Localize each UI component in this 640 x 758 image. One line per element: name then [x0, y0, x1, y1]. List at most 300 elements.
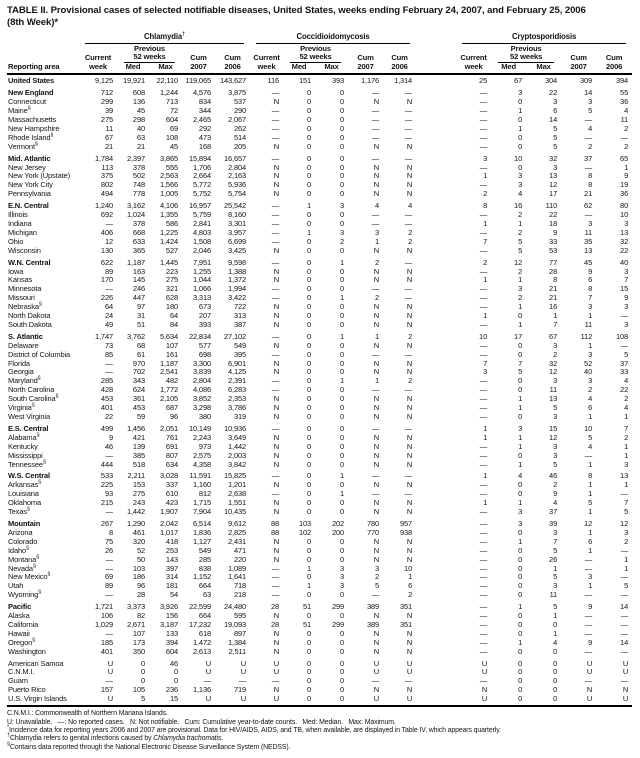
value-cell: 0: [307, 319, 312, 329]
value-cell: 1,160: [192, 480, 211, 490]
value-cell: 0: [340, 628, 345, 638]
value-cell: 11,591: [189, 471, 211, 481]
value-cell: 8: [108, 527, 113, 537]
value-cell: 3,373: [126, 602, 145, 612]
value-cell: 502: [132, 171, 145, 181]
value-cell: 4: [588, 394, 593, 404]
value-cell: 780: [366, 518, 380, 528]
value-cell: U: [586, 694, 593, 704]
value-cell: 5: [518, 236, 523, 246]
value-cell: 2,163: [228, 171, 247, 181]
value-cell: —: [271, 385, 280, 395]
value-cell: 1,017: [159, 527, 178, 537]
col-header-max: Max: [315, 63, 348, 75]
value-cell: 482: [165, 376, 178, 386]
col-header-cum: Cum: [605, 53, 623, 63]
value-cell: 3: [340, 201, 345, 211]
col-header-2006: 2006: [383, 63, 416, 75]
value-cell: 1,255: [192, 266, 211, 276]
value-cell: 3: [375, 563, 380, 573]
value-cell: 3: [553, 97, 558, 107]
value-cell: 394: [616, 76, 629, 86]
value-cell: 0: [307, 637, 312, 647]
value-cell: N: [373, 266, 380, 276]
reporting-area-cell: New York City: [8, 180, 53, 190]
reporting-area-cell: New Mexico§: [8, 571, 51, 582]
value-cell: —: [404, 88, 413, 98]
value-cell: —: [271, 218, 280, 228]
reporting-area-cell: Kansas: [8, 275, 33, 285]
value-cell: 3: [518, 507, 523, 517]
value-cell: 28: [136, 590, 145, 600]
value-cell: 15: [169, 694, 178, 704]
value-cell: 0: [340, 646, 345, 656]
value-cell: 5,936: [228, 180, 247, 190]
value-cell: N: [273, 611, 280, 621]
value-cell: N: [273, 628, 280, 638]
value-cell: —: [271, 132, 280, 142]
value-cell: N: [273, 432, 280, 442]
reporting-area-cell: Guam: [8, 676, 28, 686]
value-cell: 378: [132, 218, 145, 228]
value-cell: 6,699: [228, 236, 247, 246]
value-cell: 351: [400, 619, 413, 629]
reporting-area-cell: Wisconsin: [8, 245, 41, 255]
value-cell: 168: [198, 141, 211, 151]
reporting-area-cell: Alaska: [8, 611, 30, 621]
reporting-area-cell: Virginia§: [8, 402, 35, 413]
value-cell: 0: [307, 676, 312, 686]
value-cell: —: [404, 153, 413, 163]
value-cell: —: [584, 590, 593, 600]
value-cell: 2,575: [192, 450, 211, 460]
value-cell: 0: [553, 685, 558, 695]
header-spacer: [561, 44, 596, 54]
section-footnote-mark: §: [36, 432, 40, 439]
value-cell: 28: [271, 619, 280, 629]
value-cell: 444: [100, 459, 113, 469]
table-row: [7, 360, 632, 369]
value-cell: 361: [132, 394, 145, 404]
value-cell: N: [406, 554, 413, 564]
value-cell: 1,240: [94, 201, 113, 211]
value-cell: 2: [518, 266, 523, 276]
value-cell: 22,599: [188, 602, 211, 612]
value-cell: 3: [340, 227, 345, 237]
value-cell: 337: [165, 480, 178, 490]
value-cell: —: [271, 581, 280, 591]
value-cell: U: [622, 694, 629, 704]
value-cell: 3,300: [192, 358, 211, 368]
value-cell: 1: [588, 311, 593, 321]
value-cell: N: [406, 450, 413, 460]
value-cell: N: [373, 646, 380, 656]
footnote-nedss: §Contains data reported through the National Electronic Disease Surveillance System (NEDSS).: [7, 741, 291, 751]
value-cell: N: [273, 536, 280, 546]
value-cell: 1,244: [159, 88, 178, 98]
value-cell: 4,086: [192, 385, 211, 395]
value-cell: N: [406, 545, 413, 555]
reporting-area-cell: Indiana: [8, 218, 32, 228]
value-cell: —: [620, 590, 629, 600]
value-cell: 275: [100, 115, 113, 124]
value-cell: 3,028: [159, 471, 178, 481]
value-cell: 0: [518, 97, 523, 107]
value-cell: 285: [198, 554, 211, 564]
value-cell: 1,566: [159, 180, 178, 190]
reporting-area-cell: Pacific: [8, 602, 32, 612]
value-cell: N: [273, 394, 280, 404]
value-cell: 0: [307, 257, 312, 267]
reporting-area-cell: Michigan: [8, 227, 37, 237]
value-cell: —: [105, 358, 113, 368]
value-cell: N: [273, 367, 280, 377]
value-cell: 18: [549, 218, 558, 228]
value-cell: 389: [366, 602, 380, 612]
value-cell: 6: [553, 106, 558, 116]
value-cell: 40: [584, 367, 593, 377]
value-cell: —: [479, 412, 488, 421]
value-cell: 0: [340, 340, 345, 350]
value-cell: 1,456: [126, 423, 145, 433]
value-cell: 0: [518, 563, 523, 573]
value-cell: N: [406, 394, 413, 404]
value-cell: 0: [307, 412, 312, 421]
value-cell: 6,283: [228, 385, 247, 395]
value-cell: 10,149: [188, 423, 211, 433]
value-cell: 292: [198, 123, 211, 133]
value-cell: —: [479, 293, 488, 303]
col-header-week: week: [250, 63, 283, 75]
value-cell: 1,005: [159, 189, 178, 199]
value-cell: 19: [620, 180, 629, 190]
value-cell: 9,598: [228, 257, 247, 267]
value-cell: 1,772: [159, 385, 178, 395]
value-cell: —: [404, 385, 413, 395]
value-cell: N: [406, 171, 413, 181]
value-cell: 2: [483, 257, 488, 267]
value-cell: —: [479, 619, 488, 629]
value-cell: 1: [340, 293, 345, 303]
value-cell: 37: [620, 358, 629, 368]
value-cell: 1,176: [361, 76, 380, 86]
value-cell: 610: [165, 489, 178, 499]
value-cell: —: [371, 676, 380, 686]
value-cell: 1,314: [394, 76, 413, 86]
reporting-area-cell: E.S. Central: [8, 423, 49, 433]
value-cell: 11: [549, 590, 558, 600]
value-cell: 0: [340, 349, 345, 359]
table-row: [7, 152, 632, 164]
value-cell: 1: [375, 236, 380, 246]
value-cell: 5: [588, 498, 593, 508]
value-cell: 549: [233, 340, 247, 350]
value-cell: 0: [518, 450, 523, 460]
value-cell: —: [203, 676, 211, 686]
value-cell: —: [584, 628, 593, 638]
value-cell: —: [271, 115, 280, 124]
value-cell: —: [404, 106, 413, 116]
value-cell: N: [373, 459, 380, 469]
value-cell: N: [406, 97, 413, 107]
reporting-area-cell: Rhode Island§: [8, 132, 54, 142]
value-cell: —: [479, 602, 488, 612]
value-cell: 0: [518, 340, 523, 350]
value-cell: 225: [100, 480, 113, 490]
value-cell: 11: [584, 319, 593, 329]
value-cell: 722: [233, 302, 247, 312]
value-cell: 3,298: [192, 403, 211, 413]
value-cell: 17: [549, 189, 558, 199]
value-cell: 0: [340, 275, 345, 285]
value-cell: 110: [545, 201, 558, 211]
value-cell: 537: [233, 97, 247, 107]
value-cell: 1,225: [159, 227, 178, 237]
col-group-coccidioidomycosis: Coccidioidomycosis: [250, 33, 416, 44]
value-cell: 22: [104, 412, 113, 421]
value-cell: N: [373, 498, 380, 508]
value-cell: 0: [340, 385, 345, 395]
value-cell: 4,803: [192, 227, 211, 237]
value-cell: 6: [408, 581, 413, 591]
value-cell: 0: [340, 536, 345, 546]
section-footnote-mark: §: [55, 393, 59, 400]
reporting-area-cell: Washington: [8, 646, 46, 656]
value-cell: 7: [588, 293, 593, 303]
value-cell: N: [273, 403, 280, 413]
value-cell: —: [479, 646, 488, 656]
value-cell: N: [373, 432, 380, 442]
value-cell: 2,804: [228, 162, 247, 172]
value-cell: 2,541: [159, 367, 178, 377]
table-row: [7, 321, 632, 330]
value-cell: 85: [104, 349, 113, 359]
value-cell: 2: [624, 432, 629, 442]
value-cell: 2: [553, 349, 558, 359]
value-cell: 5: [553, 572, 558, 582]
value-cell: 8: [553, 275, 558, 285]
reporting-area-cell: Wyoming§: [8, 589, 42, 600]
value-cell: N: [373, 340, 380, 350]
value-cell: 7: [553, 536, 558, 546]
value-cell: 0: [307, 611, 312, 621]
value-cell: 3: [483, 153, 488, 163]
value-cell: 1,187: [126, 257, 145, 267]
value-cell: 3: [553, 441, 558, 451]
value-cell: 0: [518, 619, 523, 629]
value-cell: 68: [136, 340, 145, 350]
value-cell: 2: [518, 293, 523, 303]
value-cell: 0: [553, 676, 558, 686]
value-cell: 16: [514, 201, 523, 211]
value-cell: 0: [307, 358, 312, 368]
value-cell: 181: [165, 581, 178, 591]
value-cell: 0: [307, 646, 312, 656]
value-cell: 0: [340, 637, 345, 647]
value-cell: 67: [514, 76, 523, 86]
value-cell: —: [371, 218, 380, 228]
value-cell: 0: [518, 646, 523, 656]
value-cell: —: [271, 227, 280, 237]
value-cell: 3: [624, 527, 629, 537]
footnote-provisional: *Incidence data for reporting years 2006 and 2007 are provisional. Data for HIV/AIDS, AIDS, and TB, when available, are displayed in Table IV, which appears quarterly.: [7, 724, 501, 734]
value-cell: 136: [132, 97, 145, 107]
reporting-area-cell: New Hampshire: [8, 123, 60, 133]
table-row: [7, 422, 632, 434]
value-cell: 0: [307, 385, 312, 395]
section-footnote-mark: §: [26, 545, 29, 552]
value-cell: N: [273, 302, 280, 312]
value-cell: —: [271, 123, 280, 133]
value-cell: —: [584, 676, 593, 686]
col-header-week: week: [416, 63, 491, 75]
value-cell: 0: [307, 403, 312, 413]
value-cell: N: [273, 545, 280, 555]
value-cell: 350: [132, 646, 145, 656]
value-cell: 22,110: [156, 76, 178, 86]
value-cell: 313: [233, 311, 247, 321]
value-cell: 243: [132, 498, 145, 508]
value-cell: 9: [624, 171, 629, 181]
value-cell: —: [479, 441, 488, 451]
value-cell: 54: [169, 590, 178, 600]
value-cell: 1: [307, 581, 312, 591]
table-row: [7, 538, 632, 547]
value-cell: 3: [340, 581, 345, 591]
value-cell: 1: [340, 376, 345, 386]
value-cell: 14: [620, 637, 629, 647]
section-footnote-mark: §: [34, 141, 38, 148]
value-cell: 12: [549, 432, 558, 442]
value-cell: U: [406, 667, 413, 677]
value-cell: 143,627: [219, 76, 247, 86]
value-cell: 40: [136, 123, 145, 133]
value-cell: 453: [100, 394, 113, 404]
table-row: [7, 116, 632, 125]
value-cell: 7,951: [192, 257, 211, 267]
value-cell: 778: [132, 189, 145, 199]
value-cell: 12: [584, 518, 593, 528]
value-cell: —: [584, 132, 593, 142]
value-cell: 5: [553, 123, 558, 133]
value-cell: 37: [549, 507, 558, 517]
value-cell: 5: [624, 507, 629, 517]
value-cell: 1,187: [159, 358, 178, 368]
footnote-cnmi: C.N.M.I.: Commonwealth of Northern Mariana Islands.: [7, 710, 168, 718]
value-cell: 2: [624, 123, 629, 133]
value-cell: 0: [340, 284, 345, 294]
col-header-52-weeks: 52 weeks: [491, 53, 561, 63]
header-spacer: [7, 44, 79, 54]
value-cell: 25: [479, 76, 488, 86]
value-cell: 389: [366, 619, 380, 629]
reporting-area-cell: South Carolina§: [8, 393, 59, 404]
value-cell: 0: [173, 676, 178, 686]
value-cell: 351: [400, 602, 413, 612]
value-cell: 0: [340, 218, 345, 228]
value-cell: N: [406, 189, 413, 199]
value-cell: 2,563: [159, 171, 178, 181]
value-cell: N: [406, 507, 413, 517]
value-cell: 0: [307, 376, 312, 386]
value-cell: 2,051: [159, 423, 178, 433]
value-cell: —: [271, 572, 280, 582]
col-header-reporting-area: Reporting area: [7, 63, 79, 75]
value-cell: 2: [408, 331, 413, 341]
value-cell: 1,024: [126, 210, 145, 220]
reporting-area-cell: W.S. Central: [8, 471, 50, 481]
value-cell: 3: [553, 412, 558, 421]
value-cell: 3: [553, 581, 558, 591]
value-cell: 0: [307, 115, 312, 124]
value-cell: 2,243: [192, 432, 211, 442]
value-cell: 1: [624, 563, 629, 573]
value-cell: 938: [400, 527, 413, 537]
value-cell: 1: [518, 106, 523, 116]
value-cell: 0: [340, 394, 345, 404]
value-cell: 3: [588, 97, 593, 107]
table-row: [7, 565, 632, 574]
value-cell: 16,957: [188, 201, 211, 211]
value-cell: 13: [549, 171, 558, 181]
value-cell: 9: [588, 266, 593, 276]
value-cell: 2: [483, 189, 488, 199]
value-cell: U: [205, 667, 211, 677]
table-row: [7, 648, 632, 657]
reporting-area-cell: Oklahoma: [8, 498, 41, 508]
value-cell: U: [273, 658, 280, 668]
value-cell: N: [373, 311, 380, 321]
value-cell: 0: [340, 590, 345, 600]
value-cell: —: [371, 210, 380, 220]
value-cell: —: [479, 162, 488, 172]
value-cell: N: [273, 275, 280, 285]
value-cell: —: [479, 527, 488, 537]
value-cell: 299: [331, 602, 345, 612]
value-cell: 8: [588, 171, 593, 181]
value-cell: U: [406, 694, 413, 704]
value-cell: N: [373, 97, 380, 107]
value-cell: 577: [198, 340, 211, 350]
value-cell: 267: [100, 518, 113, 528]
col-header-previous: Previous: [510, 43, 542, 53]
value-cell: 423: [165, 498, 178, 508]
value-cell: 0: [340, 88, 345, 98]
value-cell: 5: [624, 581, 629, 591]
value-cell: 2,046: [192, 245, 211, 255]
value-cell: —: [479, 349, 488, 359]
value-cell: 0: [340, 123, 345, 133]
value-cell: —: [620, 676, 629, 686]
value-cell: 1: [588, 340, 593, 350]
value-cell: 163: [132, 266, 145, 276]
value-cell: N: [406, 275, 413, 285]
value-cell: —: [404, 293, 413, 303]
value-cell: N: [273, 358, 280, 368]
value-cell: 3,649: [228, 432, 247, 442]
reporting-area-cell: Connecticut: [8, 97, 46, 107]
value-cell: 12: [514, 257, 523, 267]
value-cell: 1: [518, 275, 523, 285]
value-cell: N: [406, 685, 413, 695]
col-header-2006: 2006: [596, 63, 632, 75]
table-row: [7, 443, 632, 452]
value-cell: 180: [165, 302, 178, 312]
col-header-cum: Cum: [570, 53, 587, 63]
value-cell: 15: [620, 284, 629, 294]
reporting-area-cell: Ohio: [8, 236, 24, 246]
value-cell: 549: [198, 545, 211, 555]
